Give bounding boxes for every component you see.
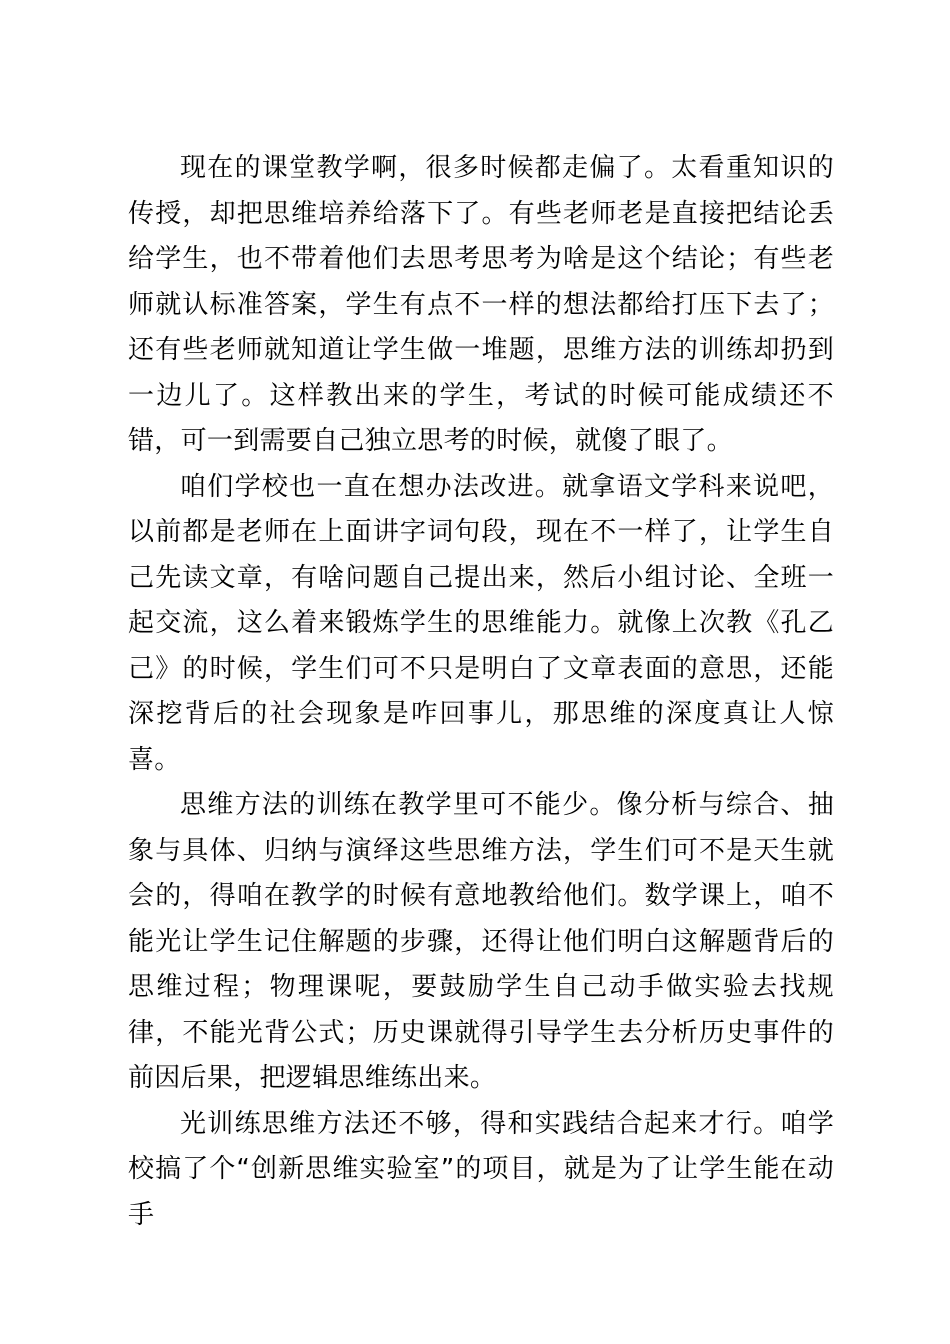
paragraph-practice-lab: 光训练思维方法还不够，得和实践结合起来才行。咱学校搞了个“创新思维实验室”的项目，就是为了让学生能在动手 bbox=[128, 1108, 834, 1230]
paragraph-classroom-problems: 现在的课堂教学啊，很多时候都走偏了。太看重知识的传授，却把思维培养给落下了。有些老师老是直接把结论丢给学生，也不带着他们去思考思考为啥是这个结论；有些老师就认标准答案，学生有点不一样的想法都给打压下去了；还有些老师就知道让学生做一堆题，思维方法的训练却扔到一边儿了。这样教出来的学生，考试的时候可能成绩还不错，可一到需要自己独立思考的时候，就傻了眼了。 bbox=[128, 153, 834, 456]
paragraph-school-improvement: 咱们学校也一直在想办法改进。就拿语文学科来说吧，以前都是老师在上面讲字词句段，现在不一样了，让学生自己先读文章，有啥问题自己提出来，然后小组讨论、全班一起交流，这么着来锻炼学生的思维能力。就像上次教《孔乙己》的时候，学生们可不只是明白了文章表面的意思，还能深挖背后的社会现象是咋回事儿，那思维的深度真让人惊喜。 bbox=[128, 471, 834, 775]
paragraph-thinking-methods: 思维方法的训练在教学里可不能少。像分析与综合、抽象与具体、归纳与演绎这些思维方法，学生们可不是天生就会的，得咱在教学的时候有意地教给他们。数学课上，咱不能光让学生记住解题的步骤，还得让他们明白这解题背后的思维过程；物理课呢，要鼓励学生自己动手做实验去找规律，不能光背公式；历史课就得引导学生去分析历史事件的前因后果，把逻辑思维练出来。 bbox=[128, 790, 834, 1093]
document-body bbox=[128, 146, 834, 1238]
